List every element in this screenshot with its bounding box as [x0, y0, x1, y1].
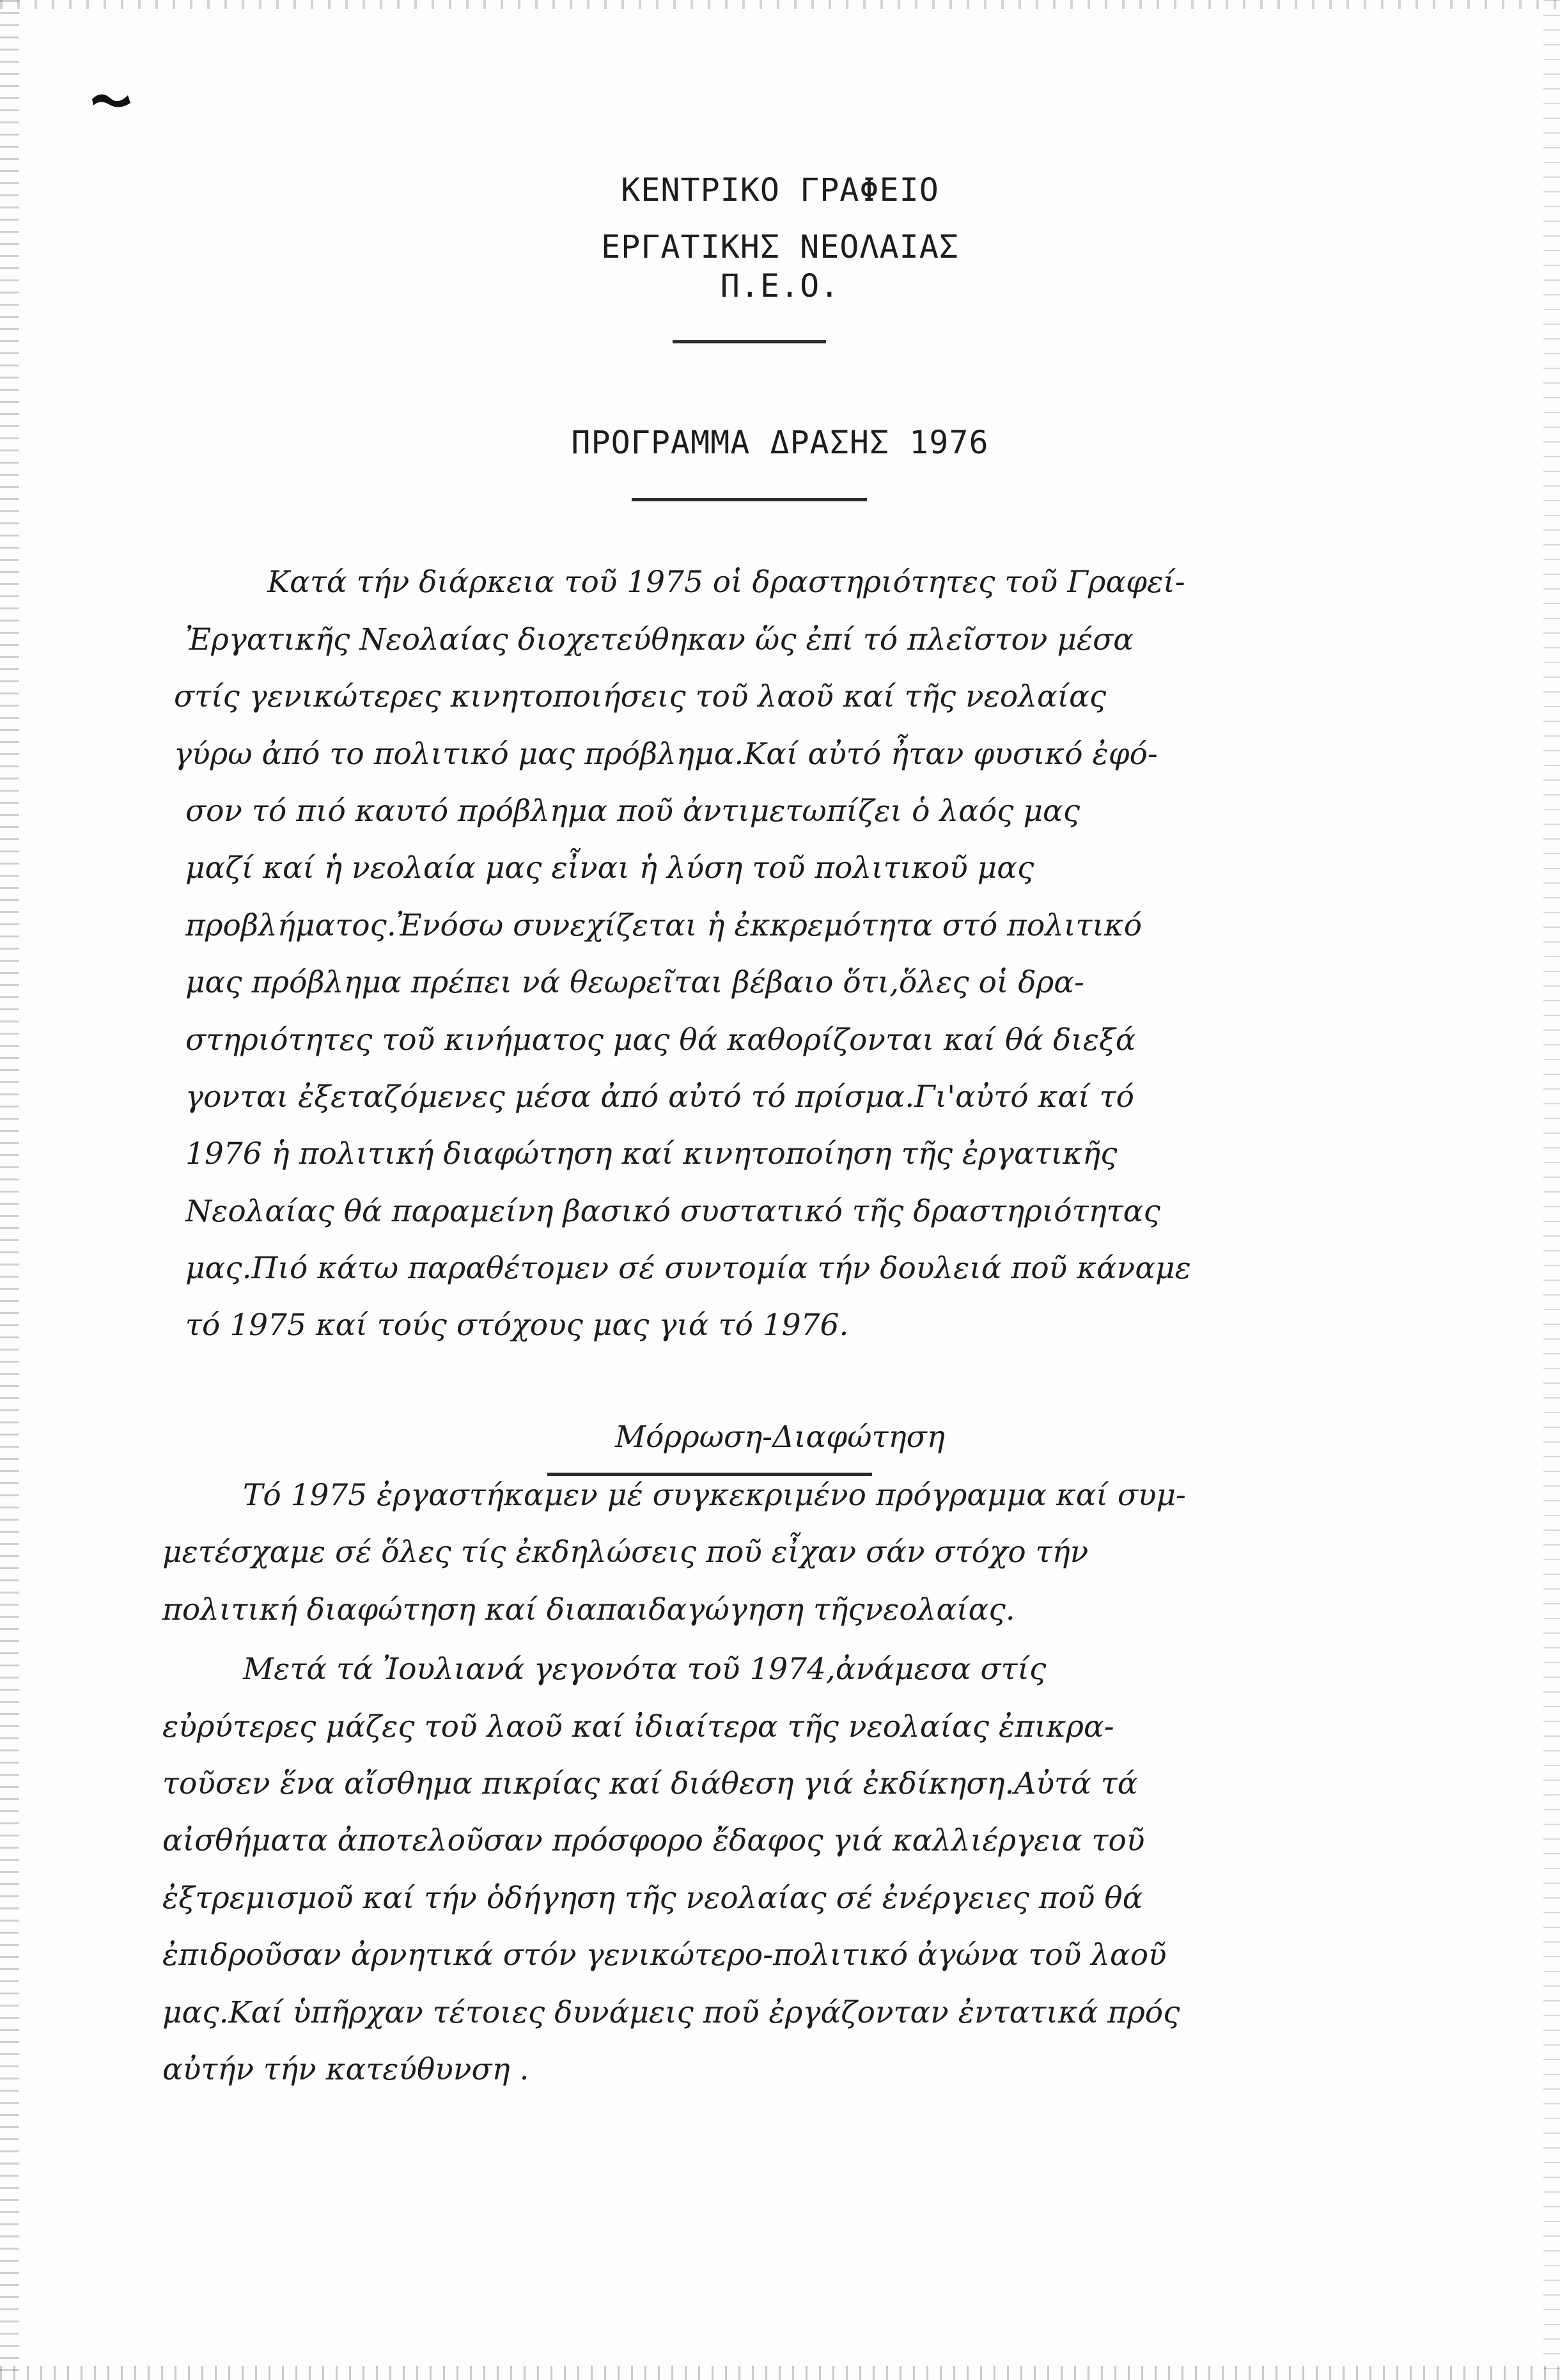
text-line: τοῦσεν ἕνα αἴσθημα πικρίας καί διάθεση γιά ἐκδίκηση.Αὐτά τά — [162, 1766, 1138, 1801]
text-line: Νεολαίας θά παραμείνη βασικό συστατικό τῆς δραστηριότητας — [185, 1194, 1160, 1229]
header-abbreviation-line: Π.Ε.Ο. — [720, 267, 840, 304]
text-line: Ἐργατικῆς Νεολαίας διοχετεύθηκαν ὥς ἐπί τό πλεῖστον μέσα — [185, 622, 1134, 657]
scan-speckle-bottom — [0, 2366, 1560, 2380]
text-line: προβλήματος.Ἐνόσω συνεχίζεται ἡ ἐκκρεμότητα στό πολιτικό — [185, 908, 1143, 943]
text-line: γονται ἐξεταζόμενες μέσα ἀπό αὐτό τό πρίσμα.Γι'αὐτό καί τό — [185, 1079, 1134, 1115]
header-organization-line: ΕΡΓΑΤΙΚΗΣ ΝΕΟΛΑΙΑΣ — [601, 228, 959, 265]
text-line: αἰσθήματα ἀποτελοῦσαν πρόσφορο ἔδαφος γιά καλλιέργεια τοῦ — [162, 1823, 1145, 1858]
corner-smudge-mark — [90, 86, 134, 112]
text-line: πολιτική διαφώτηση καί διαπαιδαγώγηση τῆςνεολαίας. — [162, 1592, 1015, 1627]
text-line: μας.Καί ὑπῆρχαν τέτοιες δυνάμεις ποῦ ἐργάζονταν ἐντατικά πρός — [162, 1995, 1180, 2030]
text-line: Τό 1975 ἐργαστήκαμεν μέ συγκεκριμένο πρόγραμμα καί συμ- — [243, 1478, 1186, 1513]
text-line: μαζί καί ἡ νεολαία μας εἶναι ἡ λύση τοῦ πολιτικοῦ μας — [185, 850, 1034, 886]
text-line: ἐξτρεμισμοῦ καί τήν ὁδήγηση τῆς νεολαίας σέ ἐνέργειες ποῦ θά — [162, 1881, 1143, 1916]
text-line: Μετά τά Ἰουλιανά γεγονότα τοῦ 1974,ἀνάμεσα στίς — [243, 1652, 1047, 1687]
header-divider — [673, 340, 826, 343]
text-line: στίς γενικώτερες κινητοποιήσεις τοῦ λαοῦ καί τῆς νεολαίας — [174, 679, 1107, 714]
header-office-line: ΚΕΝΤΡΙΚΟ ΓΡΑΦΕΙΟ — [621, 171, 939, 208]
text-line: 1976 ἡ πολιτική διαφώτηση καί κινητοποίηση τῆς ἐργατικῆς — [185, 1136, 1118, 1171]
text-line: μας πρόβλημα πρέπει νά θεωρεῖται βέβαιο ὅτι,ὅλες οἱ δρα- — [185, 965, 1084, 1000]
document-title: ΠΡΟΓΡΑΜΜΑ ΔΡΑΣΗΣ 1976 — [571, 424, 989, 461]
text-line: τό 1975 καί τούς στόχους μας γιά τό 1976. — [185, 1308, 849, 1343]
text-line: εὐρύτερες μάζες τοῦ λαοῦ καί ἰδιαίτερα τῆς νεολαίας ἐπικρα- — [162, 1709, 1114, 1744]
section-heading: Μόρρωση-Διαφώτηση — [615, 1420, 945, 1455]
text-line: Κατά τήν διάρκεια τοῦ 1975 οἱ δραστηριότητες τοῦ Γραφεί- — [267, 565, 1185, 600]
scan-speckle-right — [1543, 0, 1560, 2380]
text-line: αὐτήν τήν κατεύθυνση . — [162, 2052, 529, 2087]
text-line: μετέσχαμε σέ ὅλες τίς ἐκδηλώσεις ποῦ εἶχαν σάν στόχο τήν — [162, 1535, 1089, 1570]
text-line: μας.Πιό κάτω παραθέτομεν σέ συντομία τήν δουλειά ποῦ κάναμε — [185, 1251, 1191, 1286]
text-line: γύρω ἀπό το πολιτικό μας πρόβλημα.Καί αὐτό ἦταν φυσικό ἐφό- — [174, 737, 1158, 772]
scan-speckle-left — [0, 0, 19, 2380]
section-heading-underline — [547, 1473, 872, 1476]
text-line: σον τό πιό καυτό πρόβλημα ποῦ ἀντιμετωπίζει ὁ λαός μας — [185, 794, 1080, 829]
text-line: ἐπιδροῦσαν ἀρνητικά στόν γενικώτερο-πολιτικό ἀγώνα τοῦ λαοῦ — [162, 1938, 1167, 1973]
title-underline — [632, 498, 867, 501]
scan-speckle-top — [0, 0, 1560, 9]
text-line: στηριότητες τοῦ κινήματος μας θά καθορίζονται καί θά διεξά — [185, 1022, 1136, 1058]
